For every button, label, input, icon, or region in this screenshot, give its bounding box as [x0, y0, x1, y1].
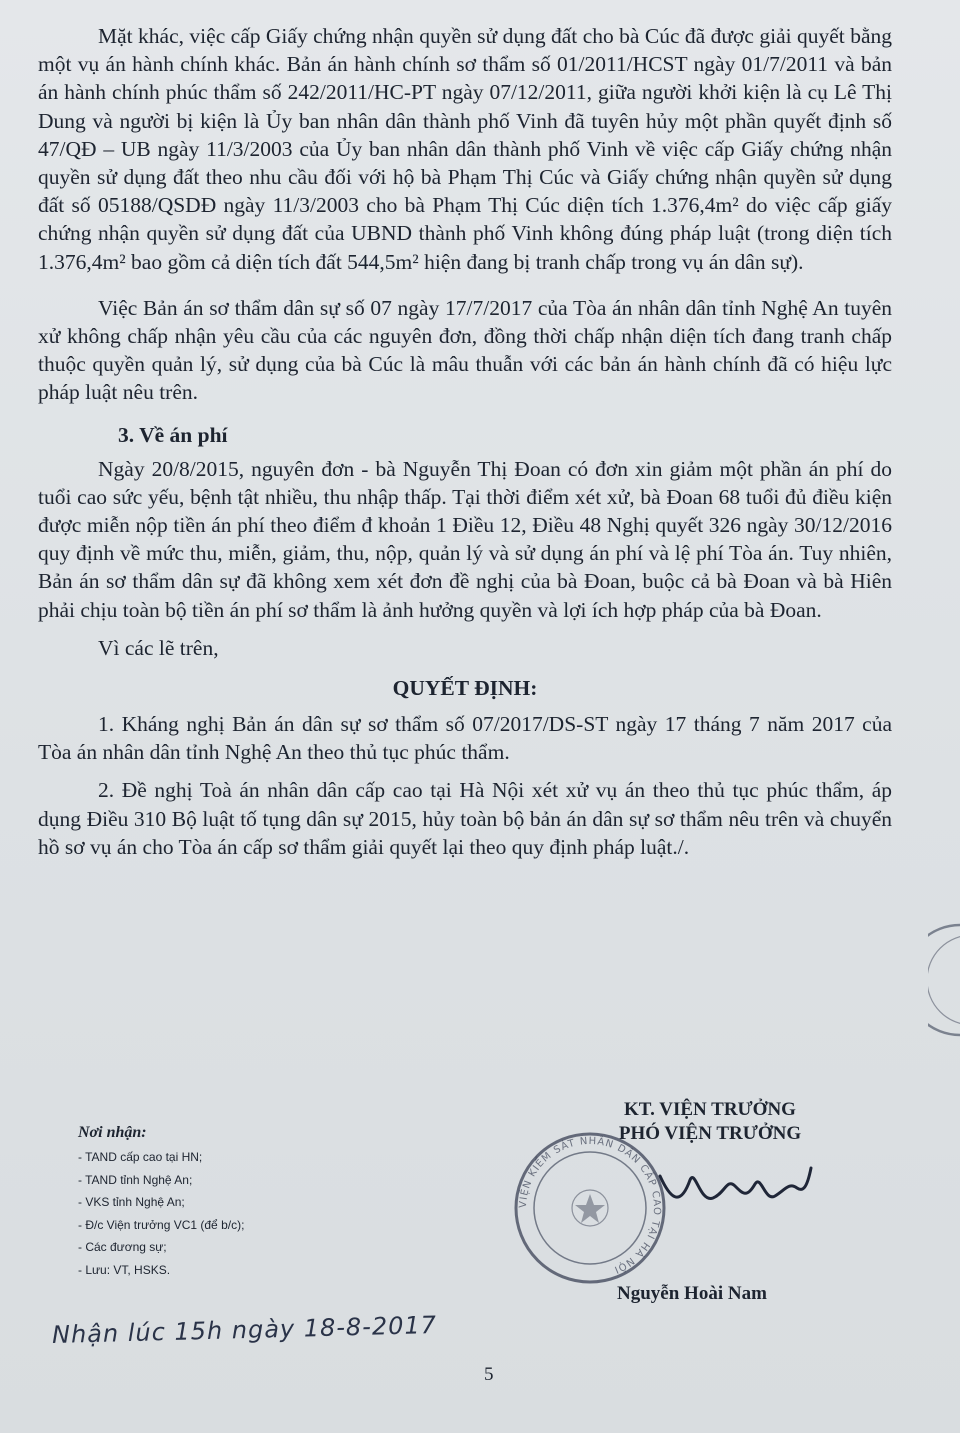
decision-item-1: 1. Kháng nghị Bản án dân sự sơ thẩm số 07/2017/DS-ST ngày 17 tháng 7 năm 2017 của Tòa án nhân dân tỉnh Nghệ An theo thủ tục phúc thẩm.: [38, 712, 892, 765]
signature-icon: [655, 1158, 815, 1218]
page-number: 5: [484, 1364, 494, 1385]
footer-area: [0, 1088, 960, 1433]
signatory-title-2: PHÓ VIỆN TRƯỞNG: [618, 1123, 802, 1144]
paragraph-administrative-cases: Mặt khác, việc cấp Giấy chứng nhận quyền sử dụng đất cho bà Cúc đã được giải quyết bằng một vụ án hành chính khác. Bản án hành chính sơ thẩm số 01/2011/HCST ngày 01/7/2011 và bản án hành chính phúc thẩm số 242/2011/HC-PT ngày 07/12/2011, giữa người khởi kiện là cụ Lê Thị Dung và người bị kiện là Ủy ban nhân dân thành phố Vinh đã tuyên hủy một phần quyết định số 47/QĐ – UB ngày 11/3/2003 của Ủy ban nhân dân thành phố Vinh về việc cấp Giấy chứng nhận quyền sử dụng đất theo nhu cầu đối với hộ bà Phạm Thị Cúc và Giấy chứng nhận quyền sử dụng đất số 05188/QSDĐ ngày 11/3/2003 cho bà Phạm Thị Cúc diện tích 1.376,4m² do việc cấp giấy chứng nhận quyền sử dụng đất của UBND thành phố Vinh không đúng pháp luật (trong diện tích 1.376,4m² bao gồm cả diện tích đất 544,5m² hiện đang bị tranh chấp trong vụ án dân sự).: [38, 24, 892, 274]
decision-heading: QUYẾT ĐỊNH:: [392, 676, 538, 701]
edge-seal-icon: [928, 920, 960, 1040]
paragraph-first-instance-judgment: Việc Bản án sơ thẩm dân sự số 07 ngày 17/7/2017 của Tòa án nhân dân tỉnh Nghệ An tuyên xử không chấp nhận yêu cầu của các nguyên đơn, đồng thời chấp nhận diện tích đang tranh chấp thuộc quyền quản lý, sử dụng của bà Cúc là mâu thuẫn với các bản án hành chính đã có hiệu lực pháp luật nêu trên.: [38, 295, 892, 405]
section-heading-court-fees: 3. Về án phí: [118, 422, 228, 447]
recipient-item: - VKS tỉnh Nghệ An;: [78, 1195, 185, 1209]
recipient-item: - Đ/c Viện trưởng VC1 (để b/c);: [78, 1217, 245, 1232]
recipient-item: - TAND cấp cao tại HN;: [78, 1150, 203, 1164]
recipient-item: - Các đương sự;: [78, 1240, 167, 1254]
signatory-title-1: KT. VIỆN TRƯỞNG: [624, 1099, 796, 1120]
recipient-item: - TAND tỉnh Nghệ An;: [78, 1172, 193, 1187]
recipients-list: [78, 1124, 398, 1281]
recipient-item: - Lưu: VT, HSKS.: [78, 1262, 171, 1277]
seal-text: VIỆN KIỂM SÁT NHÂN DÂN CẤP CAO TẠI HÀ NỘI: [517, 1135, 663, 1276]
decision-item-2: 2. Đề nghị Toà án nhân dân cấp cao tại Hà Nội xét xử vụ án theo thủ tục phúc thẩm, áp dụng Điều 310 Bộ luật tố tụng dân sự 2015, hủy toàn bộ bản án dân sự sơ thẩm nêu trên và chuyển hồ sơ vụ án cho Tòa án cấp sơ thẩm giải quyết lại theo quy định pháp luật./.: [38, 778, 892, 859]
closing-line: Vì các lẽ trên,: [98, 635, 219, 660]
recipients-title: Nơi nhận:: [78, 1124, 147, 1141]
paragraph-court-fees: Ngày 20/8/2015, nguyên đơn - bà Nguyễn Thị Đoan có đơn xin giảm một phần án phí do tuổi cao sức yếu, bệnh tật nhiều, thu nhập thấp. Tại thời điểm xét xử, bà Đoan 68 tuổi đủ điều kiện được miễn nộp tiền án phí theo điểm đ khoản 1 Điều 12, Điều 48 Nghị quyết 326 ngày 30/12/2016 quy định về mức thu, miễn, giảm, thu, nộp, quản lý và sử dụng án phí và lệ phí Tòa án. Tuy nhiên, Bản án sơ thẩm dân sự đã không xem xét đơn đề nghị của bà Đoan, buộc cả bà Đoan và bà Hiên phải chịu toàn bộ tiền án phí sơ thẩm là ảnh hưởng quyền và lợi ích hợp pháp của bà Đoan.: [38, 456, 892, 622]
handwritten-receipt-note: Nhận lúc 15h ngày 18-8-2017: [51, 1310, 438, 1350]
official-seal-icon: [510, 1128, 670, 1288]
signatory-name: Nguyễn Hoài Nam: [617, 1283, 767, 1304]
